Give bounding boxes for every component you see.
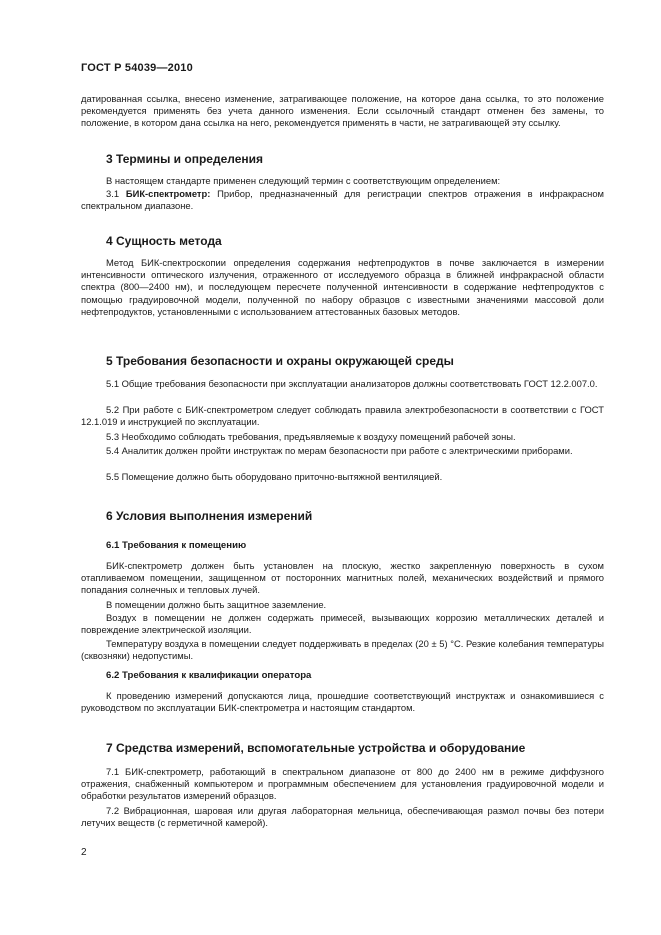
- section-7-item-2: 7.2 Вибрационная, шаровая или другая лабораторная мельница, обеспечивающая размол почвы без потери летучих веществ (с герметичной камерой).: [81, 805, 604, 829]
- section-5-item-2: 5.2 При работе с БИК-спектрометром следует соблюдать правила электробезопасности в соответствии с ГОСТ 12.1.019 и инструкцией по эксплуатации.: [81, 404, 604, 428]
- subsection-6-1-paragraph-1: БИК-спектрометр должен быть установлен на плоскую, жестко закрепленную поверхность в сухом отапливаемом помещении, защищенном от посторонних магнитных полей, механических воздействий и прямого попадания солнечных и тепловых лучей.: [81, 560, 604, 596]
- subsection-6-1-heading: 6.1 Требования к помещению: [106, 540, 247, 551]
- section-5-heading: 5 Требования безопасности и охраны окружающей среды: [106, 354, 454, 368]
- term-definition-text: Прибор, предназначенный для регистрации спектров отражения в инфракрасном спектральном диапазоне.: [81, 188, 604, 212]
- section-5-item-4: 5.4 Аналитик должен пройти инструктаж по мерам безопасности при работе с электрическими приборами.: [106, 445, 573, 456]
- subsection-6-2-paragraph-1: К проведению измерений допускаются лица, прошедшие соответствующий инструктаж и ознакомившиеся с руководством по эксплуатации БИК-спектрометра и настоящим стандартом.: [81, 690, 604, 714]
- subsection-6-1-paragraph-3: Воздух в помещении не должен содержать примесей, вызывающих коррозию металлических деталей и повреждение электрической изоляции.: [81, 612, 604, 636]
- section-4-heading: 4 Сущность метода: [106, 234, 222, 248]
- section-3-paragraph-1: В настоящем стандарте применен следующий термин с соответствующим определением:: [106, 175, 501, 186]
- section-5-item-5: 5.5 Помещение должно быть оборудовано приточно-вытяжной вентиляцией.: [106, 471, 443, 482]
- section-7-heading: 7 Средства измерений, вспомогательные устройства и оборудование: [106, 741, 526, 755]
- section-5-item-1: 5.1 Общие требования безопасности при эксплуатации анализаторов должны соответствовать ГОСТ 12.2.007.0.: [106, 378, 598, 389]
- term-number: 3.1: [106, 188, 126, 199]
- section-3-heading: 3 Термины и определения: [106, 152, 264, 166]
- section-7-item-1: 7.1 БИК-спектрометр, работающий в спектральном диапазоне от 800 до 2400 нм в режиме диффузного отражения, снабженный компьютером и программным обеспечением для установления градуировочной модели и обработки результатов измерений образцов.: [81, 766, 604, 802]
- section-5-item-3: 5.3 Необходимо соблюдать требования, предъявляемые к воздуху помещений рабочей зоны.: [106, 431, 516, 442]
- intro-paragraph: датированная ссылка, внесено изменение, затрагивающее положение, на которое дана ссылка, то это положение рекомендуется применять без учета данного изменения. Если ссылочный стандарт отменен без замены, то положение, в котором дана ссылка на него, рекомендуется применять в части, не затрагивающей эту ссылку.: [81, 93, 604, 129]
- standard-number: ГОСТ Р 54039—2010: [81, 62, 193, 74]
- subsection-6-2-heading: 6.2 Требования к квалификации оператора: [106, 670, 312, 681]
- section-4-paragraph-1: Метод БИК-спектроскопии определения содержания нефтепродуктов в почве заключается в измерении интенсивности оптического излучения, отраженного от исследуемого образца в ближней инфракрасной области спектра (800—2400 нм), и последующем пересчете полученной интенсивности в содержание нефтепродуктов с помощью градуировочной модели, полученной по набору образцов с известными значениями массовой доли нефтепродуктов, установленными с использованием аттестованных базовых методов.: [81, 257, 604, 317]
- subsection-6-1-paragraph-4: Температуру воздуха в помещении следует поддерживать в пределах (20 ± 5) °С. Резкие колебания температуры (сквозняки) недопустимы.: [81, 638, 604, 662]
- term-name: БИК-спектрометр:: [125, 188, 211, 199]
- section-3-term-definition: [81, 188, 604, 212]
- section-6-heading: 6 Условия выполнения измерений: [106, 509, 313, 523]
- subsection-6-1-paragraph-2: В помещении должно быть защитное заземление.: [106, 599, 327, 610]
- page-number: 2: [81, 847, 87, 858]
